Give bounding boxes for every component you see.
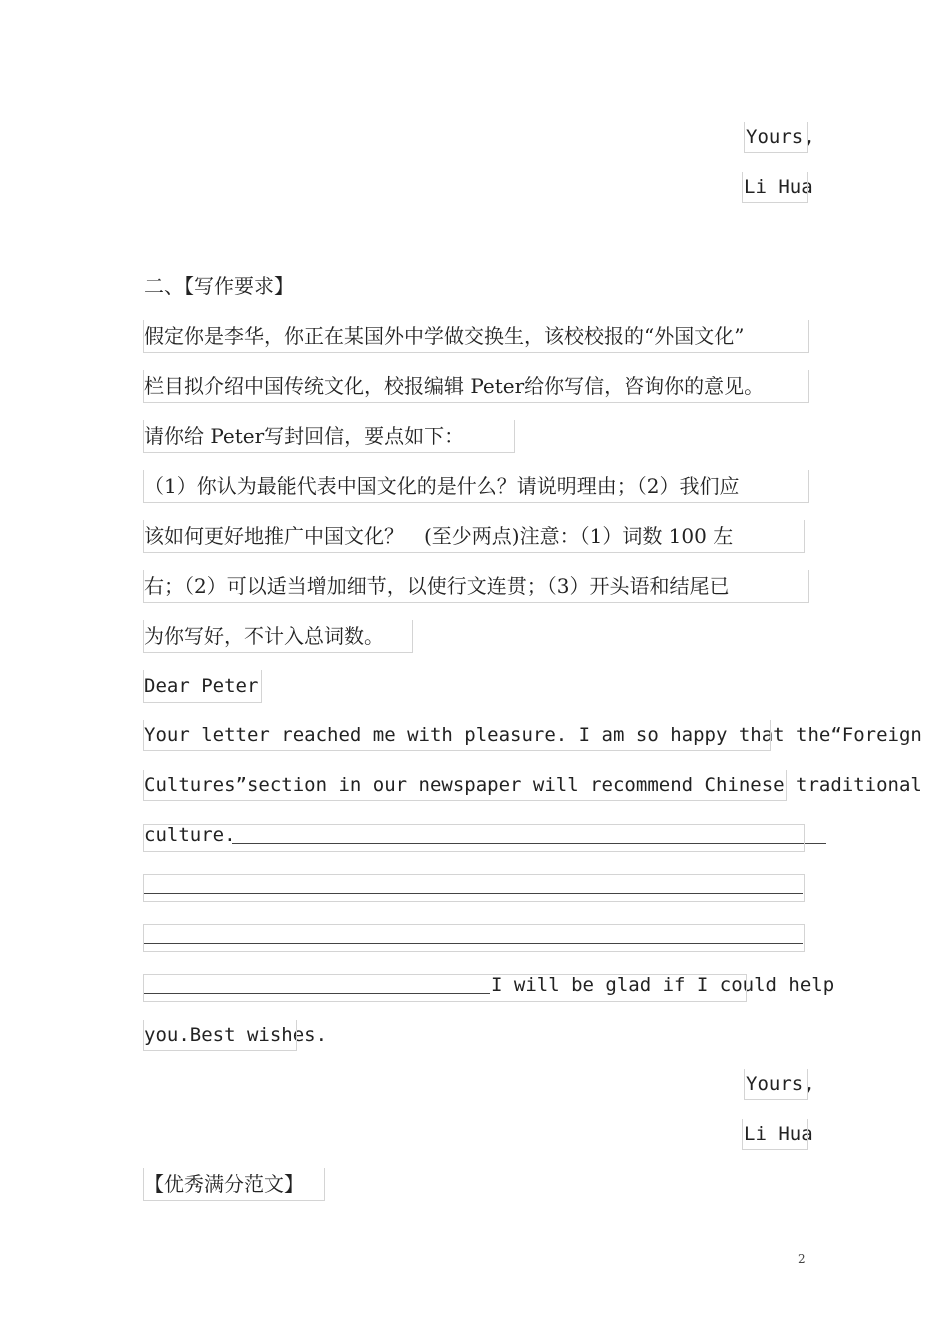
- prompt-line-1: 假定你是李华，你正在某国外中学做交换生，该校校报的“外国文化”: [144, 324, 745, 348]
- prompt-line-5: 该如何更好地推广中国文化？ (至少两点)注意：（1）词数 100 左: [144, 524, 734, 548]
- page-number: 2: [798, 1252, 806, 1266]
- letter-signature: Li Hua: [744, 1123, 813, 1145]
- section-heading: 二、【写作要求】: [144, 274, 294, 298]
- letter-salutation: Dear Peter: [144, 675, 259, 697]
- top-closing-name: Li Hua: [744, 176, 813, 198]
- model-essay-heading: 【优秀满分范文】: [144, 1172, 304, 1196]
- prompt-line-6: 右；（2）可以适当增加细节，以使行文连贯；（3）开头语和结尾已: [144, 574, 730, 598]
- top-closing-yours: Yours,: [746, 126, 815, 148]
- prompt-line-2: 栏目拟介绍中国传统文化，校报编辑 Peter给你写信，咨询你的意见。: [144, 374, 765, 398]
- letter-line-1: Your letter reached me with pleasure. I am so happy that the“Foreign: [144, 724, 922, 746]
- writing-blank-3[interactable]: [144, 943, 803, 944]
- prompt-line-3: 请你给 Peter写封回信，要点如下：: [144, 424, 465, 448]
- prompt-line-7: 为你写好，不计入总词数。: [144, 624, 384, 648]
- writing-blank-1[interactable]: [232, 843, 826, 844]
- writing-blank-4[interactable]: [144, 993, 490, 994]
- letter-closing: Yours,: [746, 1073, 815, 1095]
- letter-line-2: Cultures”section in our newspaper will recommend Chinese traditional: [144, 774, 922, 796]
- letter-line-3: culture.: [144, 824, 236, 846]
- writing-blank-2[interactable]: [144, 893, 803, 894]
- letter-line-6-end: I will be glad if I could help: [491, 974, 835, 996]
- prompt-line-4: （1）你认为最能代表中国文化的是什么？请说明理由；（2）我们应: [144, 474, 740, 498]
- letter-line-7: you.Best wishes.: [144, 1024, 328, 1046]
